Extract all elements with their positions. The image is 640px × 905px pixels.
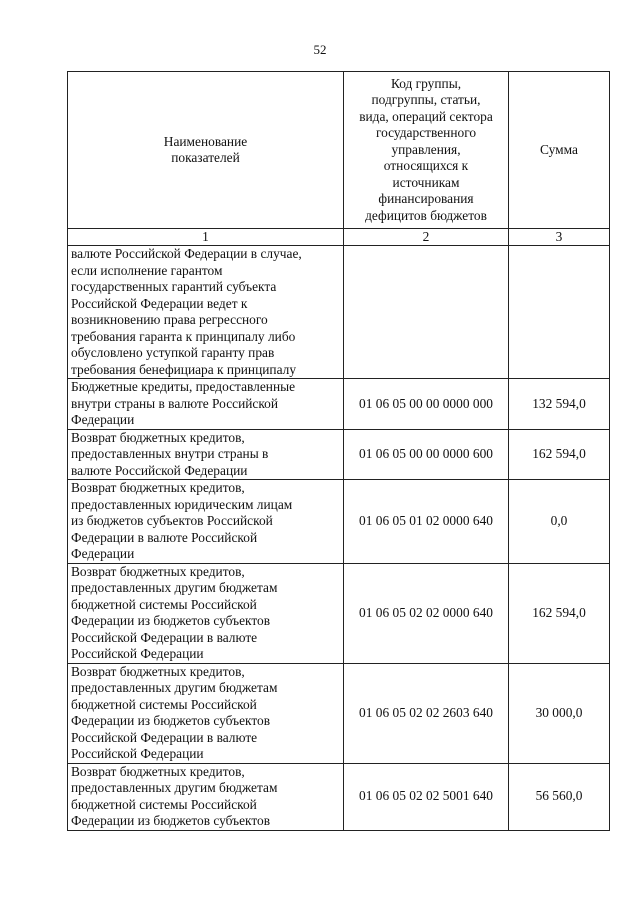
row-name: валюте Российской Федерации в случае, если исполнение гарантом государственных гарантий субъекта Российской Федерации ведет к возникновению права регрессного требования гаранта к принципалу либо обусловлено уступкой гаранту прав требования бенефициара к принципалу (68, 246, 344, 379)
row-name: Возврат бюджетных кредитов, предоставленных другим бюджетам бюджетной системы Российской Федерации из бюджетов субъектов (68, 763, 344, 830)
column-number-1: 1 (68, 229, 344, 246)
row-name: Возврат бюджетных кредитов, предоставленных юридическим лицам из бюджетов субъектов Российской Федерации в валюте Российской Федерации (68, 480, 344, 564)
column-number-row (68, 229, 610, 246)
row-code: 01 06 05 02 02 5001 640 (344, 763, 509, 830)
row-code (344, 246, 509, 379)
table-header-row (68, 72, 610, 229)
header-classification-code: Код группы, подгруппы, статьи, вида, операций сектора государственного управления, относящихся к источникам финансирования дефицитов бюджетов (344, 72, 509, 229)
header-indicator-name: Наименование показателей (68, 72, 344, 229)
row-code: 01 06 05 00 00 0000 000 (344, 379, 509, 430)
table-row (68, 563, 610, 663)
column-number-3: 3 (509, 229, 610, 246)
row-name: Возврат бюджетных кредитов, предоставленных другим бюджетам бюджетной системы Российской Федерации из бюджетов субъектов Российской Федерации в валюте Российской Федерации (68, 563, 344, 663)
row-name: Бюджетные кредиты, предоставленные внутри страны в валюте Российской Федерации (68, 379, 344, 430)
table-row (68, 763, 610, 830)
row-sum: 162 594,0 (509, 429, 610, 480)
table-row (68, 663, 610, 763)
row-sum: 56 560,0 (509, 763, 610, 830)
row-sum: 132 594,0 (509, 379, 610, 430)
table-row (68, 246, 610, 379)
header-sum: Сумма (509, 72, 610, 229)
row-sum: 162 594,0 (509, 563, 610, 663)
table-row (68, 379, 610, 430)
row-name: Возврат бюджетных кредитов, предоставленных внутри страны в валюте Российской Федерации (68, 429, 344, 480)
column-number-2: 2 (344, 229, 509, 246)
table-row (68, 429, 610, 480)
row-sum: 0,0 (509, 480, 610, 564)
row-code: 01 06 05 00 00 0000 600 (344, 429, 509, 480)
page-number: 52 (313, 42, 327, 57)
table-row (68, 480, 610, 564)
row-code: 01 06 05 02 02 0000 640 (344, 563, 509, 663)
row-code: 01 06 05 01 02 0000 640 (344, 480, 509, 564)
budget-sources-table (67, 71, 610, 831)
row-name: Возврат бюджетных кредитов, предоставленных другим бюджетам бюджетной системы Российской Федерации из бюджетов субъектов Российской Федерации в валюте Российской Федерации (68, 663, 344, 763)
row-sum: 30 000,0 (509, 663, 610, 763)
row-code: 01 06 05 02 02 2603 640 (344, 663, 509, 763)
row-sum (509, 246, 610, 379)
